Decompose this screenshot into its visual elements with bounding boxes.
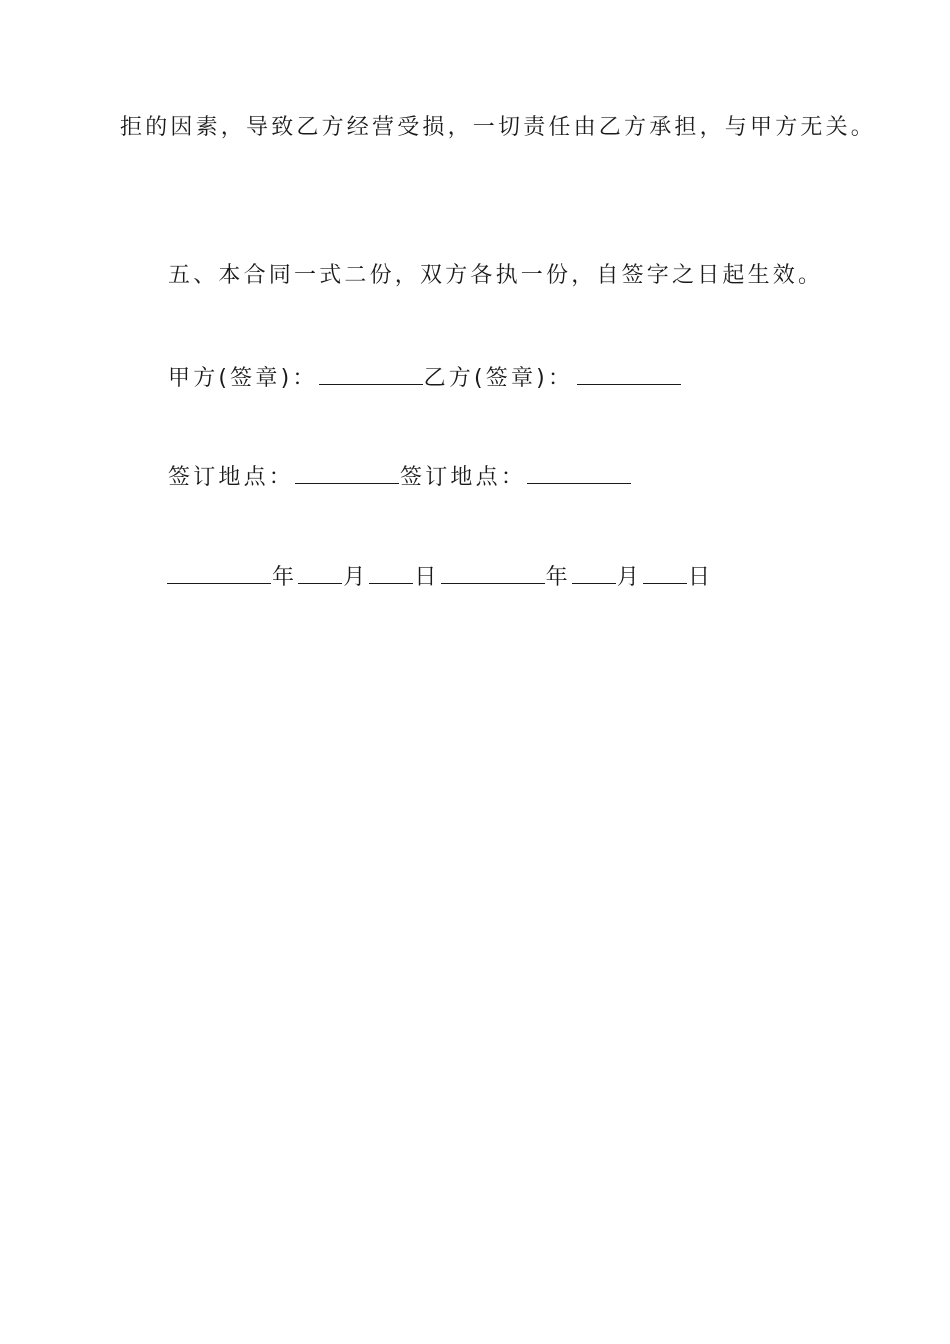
party-b-day-blank (643, 561, 687, 584)
party-b-month-blank (572, 561, 616, 584)
party-b-day-label: 日 (688, 565, 714, 590)
signature-line (168, 362, 682, 394)
paragraph-continuation: 拒的因素，导致乙方经营受损，一切责任由乙方承担，与甲方无关。 (120, 115, 877, 140)
party-a-day-label: 日 (414, 565, 440, 590)
party-a-place-blank (295, 461, 399, 484)
party-a-signature-blank (319, 362, 423, 385)
party-a-month-blank (298, 561, 342, 584)
party-a-signature-label: 甲方(签章)： (168, 366, 318, 391)
clause-five: 五、本合同一式二份，双方各执一份，自签字之日起生效。 (168, 263, 824, 288)
party-b-signature-label: 乙方(签章)： (423, 366, 574, 391)
party-a-day-blank (369, 561, 413, 584)
signing-place-line (168, 461, 632, 493)
party-b-year-label: 年 (545, 565, 571, 590)
party-a-month-label: 月 (343, 565, 369, 590)
party-b-signature-blank (577, 362, 681, 385)
party-b-place-label: 签订地点： (400, 465, 527, 490)
party-b-year-blank (441, 561, 545, 584)
party-a-place-label: 签订地点： (168, 465, 295, 490)
party-a-year-blank (167, 561, 271, 584)
date-line (166, 561, 713, 593)
party-b-place-blank (527, 461, 631, 484)
party-a-year-label: 年 (272, 565, 298, 590)
party-b-month-label: 月 (616, 565, 643, 590)
